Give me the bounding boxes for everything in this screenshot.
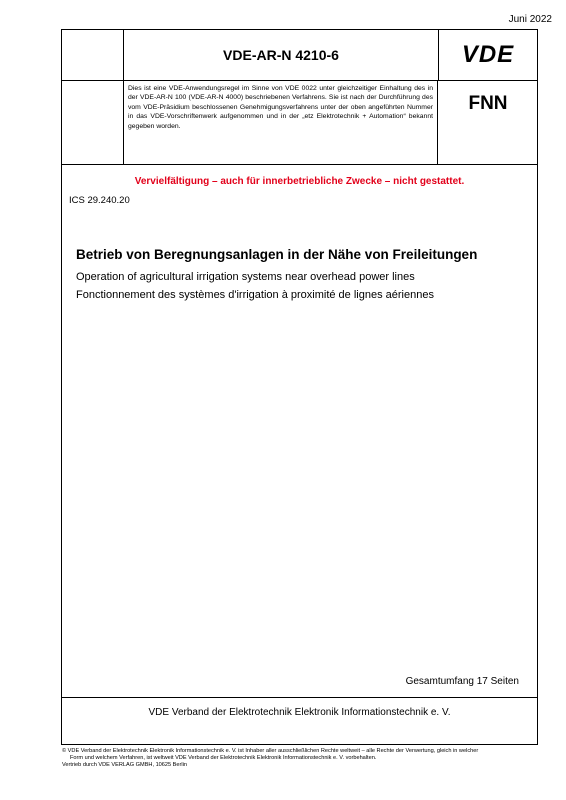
title-page-frame: [61, 29, 538, 745]
header-note-row: [62, 80, 537, 165]
title-english: Operation of agricultural irrigation systems near overhead power lines: [76, 271, 415, 283]
title-french: Fonctionnement des systèmes d'irrigation à proximité de lignes aériennes: [76, 289, 434, 301]
publication-date: Juni 2022: [508, 14, 552, 25]
vde-logo: VDE: [461, 41, 515, 68]
copyright-line-1: © VDE Verband der Elektrotechnik Elektronik Informationstechnik e. V. ist Inhaber aller ausschließlichen Rechte weltweit – alle Rechte der Verwertung, gleich in welcher: [62, 748, 479, 754]
copyright-line-2: Form und welchem Verfahren, ist weltweit VDE Verband der Elektrotechnik Elektronik Informationstechnik e. V. vorbehalten.: [70, 755, 377, 762]
header-row: [62, 30, 537, 81]
header-empty-cell: [62, 30, 124, 80]
title-german: Betrieb von Beregnungsanlagen in der Nähe von Freileitungen: [76, 247, 478, 262]
ics-code: ICS 29.240.20: [69, 195, 130, 206]
standard-id: VDE-AR-N 4210-6: [124, 30, 439, 80]
footer-divider: [62, 697, 537, 698]
total-pages: Gesamtumfang 17 Seiten: [405, 676, 519, 687]
association-name: VDE Verband der Elektrotechnik Elektronik Informationstechnik e. V.: [148, 707, 451, 718]
note-empty-cell: [62, 80, 124, 164]
application-rule-note: Dies ist eine VDE-Anwendungsregel im Sinne von VDE 0022 unter gleichzeitiger Einhaltung des in der VDE-AR-N 100 (VDE-AR-N 4000) beschriebenen Verfahrens. Sie ist nach der Durchführung des vom VDE-Präsidium beschlossenen Genehmigungsverfahrens unter der oben angeführten Nummer in das VDE-Vorschriftenwerk aufgenommen und in der „etz Elektrotechnik + Automation“ bekannt gegeben worden.: [124, 80, 438, 164]
copyright-line-3: Vertrieb durch VDE VERLAG GMBH, 10625 Berlin: [62, 762, 187, 769]
fnn-logo: FNN: [468, 93, 508, 114]
copyright-notice: [62, 748, 522, 770]
copy-warning: Vervielfältigung – auch für innerbetriebliche Zwecke – nicht gestattet.: [134, 176, 465, 187]
